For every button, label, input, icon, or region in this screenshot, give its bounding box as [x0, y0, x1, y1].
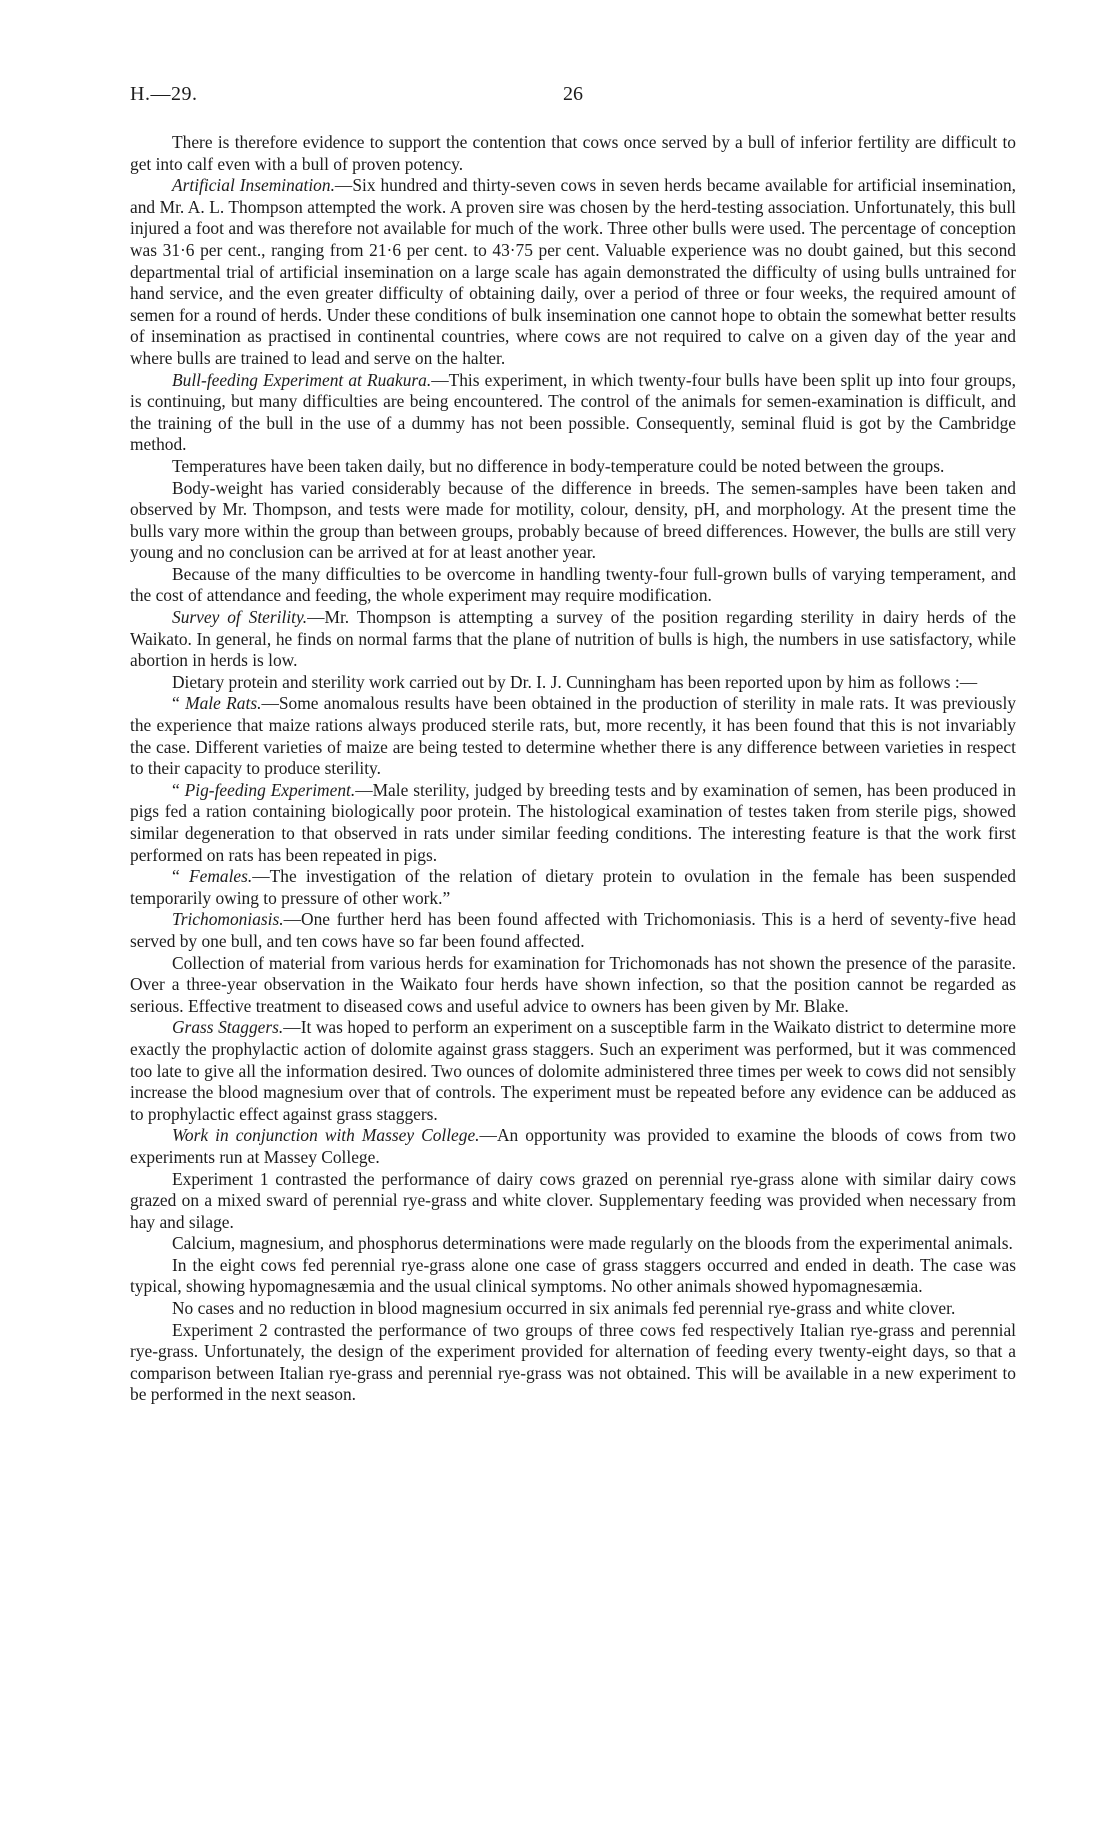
paragraph: Because of the many difficulties to be overcome in handling twenty-four full-grown bulls of varying temperament, and the cost of attendance and feeding, the whole experiment may require modification.	[130, 563, 1016, 606]
section-heading: Artificial Insemination.	[172, 175, 335, 196]
paragraph: No cases and no reduction in blood magnesium occurred in six animals fed perennial rye-grass and white clover.	[172, 1298, 956, 1319]
quoted-paragraph: “ Male Rats.—Some anomalous results have been obtained in the production of sterility in male rats. It was previously the experience that maize rations always produced sterile rats, but, more recently, it has been found that this is not invariably the case. Different varieties of maize are being tested to determine whether there is any difference between varieties in respect to their capacity to produce sterility.	[130, 693, 1016, 779]
paragraph: Artificial Insemination.—Six hundred and thirty-seven cows in seven herds became available for artificial insemination, and Mr. A. L. Thompson attempted the work. A proven sire was chosen by the herd-testing association. Unfortunately, this bull injured a foot and was therefore not available for much of the work. Three other bulls were used. The percentage of conception was 31·6 per cent., ranging from 21·6 per cent. to 43·75 per cent. Valuable experience was no doubt gained, but this second departmental trial of artificial insemination on a large scale has again demonstrated the difficulty of using bulls untrained for hand service, and the even greater difficulty of obtaining daily, over a period of three or four weeks, the required amount of semen for a round of herds. Under these conditions of bulk insemination one cannot hope to obtain the somewhat better results of insemination as practised in continental countries, where cows are not required to calve on a given day of the year and where bulls are trained to lead and serve on the halter.	[130, 175, 1016, 368]
document-reference: H.—29.	[130, 83, 198, 105]
section-heading: Pig-feeding Experiment.	[184, 779, 356, 800]
paragraph: Experiment 1 contrasted the performance of dairy cows grazed on perennial rye-grass alone with similar dairy cows grazed on a mixed sward of perennial rye-grass and white clover. Supplementary feeding was provided when necessary from hay and silage.	[130, 1168, 1016, 1232]
section-heading: Grass Staggers.	[172, 1017, 284, 1038]
paragraph: Work in conjunction with Massey College.—An opportunity was provided to examine the bloods of cows from two experiments run at Massey College.	[130, 1125, 1016, 1167]
paragraph: Calcium, magnesium, and phosphorus determinations were made regularly on the bloods from the experimental animals.	[172, 1233, 1013, 1254]
section-heading: Survey of Sterility.	[172, 607, 308, 628]
section-heading: Females.	[188, 866, 253, 887]
section-heading: Work in conjunction with Massey College.	[172, 1125, 480, 1146]
paragraph: Collection of material from various herds for examination for Trichomonads has not shown the presence of the parasite. Over a three-year observation in the Waikato four herds have shown infection, so that the position cannot be regarded as serious. Effective treatment to diseased cows and useful advice to owners has been given by Mr. Blake.	[130, 952, 1016, 1016]
section-heading: Male Rats.	[185, 693, 262, 714]
quoted-paragraph: “ Females.—The investigation of the relation of dietary protein to ovulation in the female has been suspended temporarily owing to pressure of other work.”	[130, 866, 1016, 908]
paragraph: Body-weight has varied considerably because of the difference in breeds. The semen-samples have been taken and observed by Mr. Thompson, and tests were made for motility, colour, density, pH, and morphology. At the present time the bulls vary more within the group than between groups, probably because of breed differences. However, the bulls are still very young and no conclusion can be arrived at for at least another year.	[130, 477, 1016, 563]
paragraph: Survey of Sterility.—Mr. Thompson is attempting a survey of the position regarding sterility in dairy herds of the Waikato. In general, he finds on normal farms that the plane of nutrition of bulls is high, the numbers in use satisfactory, while abortion in herds is low.	[130, 607, 1016, 671]
section-heading: Bull-feeding Experiment at Ruakura.	[172, 369, 432, 390]
paragraph: Dietary protein and sterility work carried out by Dr. I. J. Cunningham has been reported upon by him as follows :—	[172, 671, 978, 692]
paragraph: Temperatures have been taken daily, but no difference in body-temperature could be noted between the groups.	[172, 455, 945, 476]
paragraph: Grass Staggers.—It was hoped to perform an experiment on a susceptible farm in the Waikato district to determine more exactly the prophylactic action of dolomite against grass staggers. Such an experiment was performed, but it was commenced too late to give all the information desired. Two ounces of dolomite administered three times per week to cows did not sensibly increase the blood magnesium over that of controls. The experiment must be repeated before any evidence can be adduced as to prophylactic effect against grass staggers.	[130, 1017, 1016, 1124]
quoted-paragraph: “ Pig-feeding Experiment.—Male sterility, judged by breeding tests and by examination of semen, has been produced in pigs fed a ration containing biologically poor protein. The histological examination of testes taken from sterile pigs, showed similar degeneration to that observed in rats under similar feeding conditions. The interesting feature is that the work first performed on rats has been repeated in pigs.	[130, 779, 1016, 865]
page-header	[130, 84, 1016, 124]
section-heading: Trichomoniasis.	[172, 909, 284, 930]
paragraph: Experiment 2 contrasted the performance of two groups of three cows fed respectively Italian rye-grass and perennial rye-grass. Unfortunately, the design of the experiment provided for alternation of feeding every twenty-eight days, so that a comparison between Italian rye-grass and perennial rye-grass was not obtained. This will be available in a new experiment to be performed in the next season.	[130, 1319, 1016, 1405]
paragraph: Bull-feeding Experiment at Ruakura.—This experiment, in which twenty-four bulls have been split up into four groups, is continuing, but many difficulties are being encountered. The control of the animals for semen-examination is difficult, and the training of the bull in the use of a dummy has not been possible. Consequently, seminal fluid is got by the Cambridge method.	[130, 369, 1016, 455]
paragraph: In the eight cows fed perennial rye-grass alone one case of grass staggers occurred and ended in death. The case was typical, showing hypomagnesæmia and the usual clinical symptoms. No other animals showed hypomagnesæmia.	[130, 1254, 1016, 1297]
paragraph: There is therefore evidence to support the contention that cows once served by a bull of inferior fertility are difficult to get into calf even with a bull of proven potency.	[130, 132, 1016, 174]
page-number: 26	[563, 83, 583, 105]
paragraph: Trichomoniasis.—One further herd has been found affected with Trichomoniasis. This is a herd of seventy-five head served by one bull, and ten cows have so far been found affected.	[130, 909, 1016, 951]
